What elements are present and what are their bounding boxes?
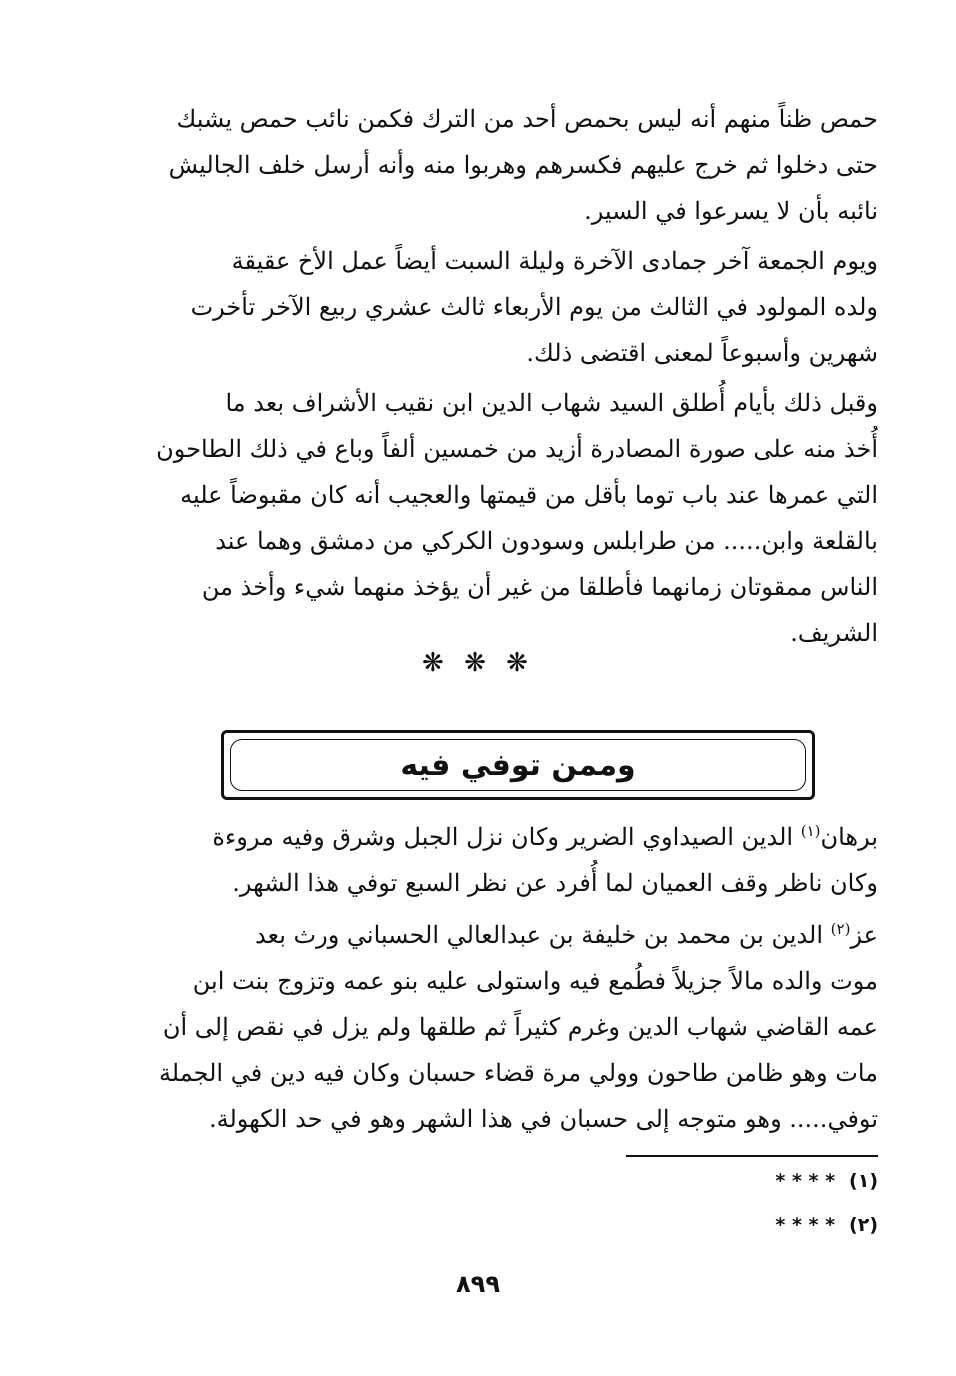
text-line: أُخذ منه على صورة المصادرة أزيد من خمسين ألفاً وباع في ذلك الطاحون [156, 435, 878, 463]
text-line: عمه القاضي شهاب الدين وغرم كثيراً ثم طلقها ولم يزل في نقص إلى أن [162, 1013, 878, 1041]
text-line: نائبه بأن لا يسرعوا في السير. [584, 197, 878, 225]
footnote-2 [775, 1214, 878, 1236]
footnote-number: (١) [849, 1170, 878, 1192]
text-line: الشريف. [790, 619, 878, 647]
obituary-1 [130, 814, 878, 906]
text-line: شهرين وأسبوعاً لمعنى اقتضى ذلك. [526, 339, 878, 367]
text-line: الناس ممقوتان زمانهما فأطلقا من غير أن يؤخذ منهما شيء وأخذ من [201, 573, 878, 601]
obituary-name: عز [850, 921, 878, 949]
footnote-number: (٢) [849, 1214, 878, 1236]
footnote-divider [626, 1155, 878, 1157]
text-fragment: الدين الصيداوي الضرير وكان نزل الجبل وشرق وفيه مروءة [212, 823, 794, 851]
text-line: مات وهو ظامن طاحون وولي مرة قضاء حسبان وكان فيه دين في الجملة [158, 1059, 878, 1087]
text-line: توفي..... وهو متوجه إلى حسبان في هذا الشهر وهو في حد الكهولة. [208, 1105, 878, 1133]
text-line: حتى دخلوا ثم خرج عليهم فكسرهم وهربوا منه وأنه أرسل خلف الجاليش [168, 151, 878, 179]
footnote-text: * * * * [775, 1214, 836, 1236]
text-fragment: الدين بن محمد بن خليفة بن عبدالعالي الحسباني ورث بعد [255, 921, 824, 949]
paragraph-2 [130, 238, 878, 376]
footnote-ref: (٢) [830, 920, 851, 938]
text-line: التي عمرها عند باب توما بأقل من قيمتها والعجيب أنه كان مقبوضاً عليه [180, 481, 878, 509]
text-line: ولده المولود في الثالث من يوم الأربعاء ثالث عشري ربيع الآخر تأخرت [190, 293, 878, 321]
footnote-ref: (١) [800, 822, 821, 840]
text-line: حمص ظناً منهم أنه ليس بحمص أحد من الترك فكمن نائب حمص يشبك [176, 105, 878, 133]
page-number: ٨٩٩ [456, 1270, 500, 1298]
obituary-name: برهان [820, 823, 878, 851]
footnote-1 [775, 1170, 878, 1192]
text-line: وقبل ذلك بأيام أُطلق السيد شهاب الدين ابن نقيب الأشراف بعد ما [225, 389, 878, 417]
text-line: وكان ناظر وقف العميان لما أُفرد عن نظر السبع توفي هذا الشهر. [232, 869, 878, 897]
paragraph-1 [130, 96, 878, 234]
text-line: بالقلعة وابن..... من طرابلس وسودون الكركي من دمشق وهما عند [215, 527, 878, 555]
section-heading-frame [221, 730, 815, 800]
footnote-text: * * * * [775, 1170, 836, 1192]
text-line: ويوم الجمعة آخر جمادى الآخرة وليلة السبت أيضاً عمل الأخ عقيقة [231, 247, 878, 275]
text-line [130, 814, 878, 860]
text-line: موت والده مالاً جزيلاً فطُمع فيه واستولى عليه بنو عمه وتزوج بنت ابن [192, 967, 878, 995]
paragraph-3 [130, 380, 878, 656]
text-line [130, 912, 878, 958]
ornament-separator: ❋ ❋ ❋ [422, 648, 534, 678]
obituary-2 [130, 912, 878, 1142]
section-heading: وممن توفي فيه [230, 739, 806, 791]
